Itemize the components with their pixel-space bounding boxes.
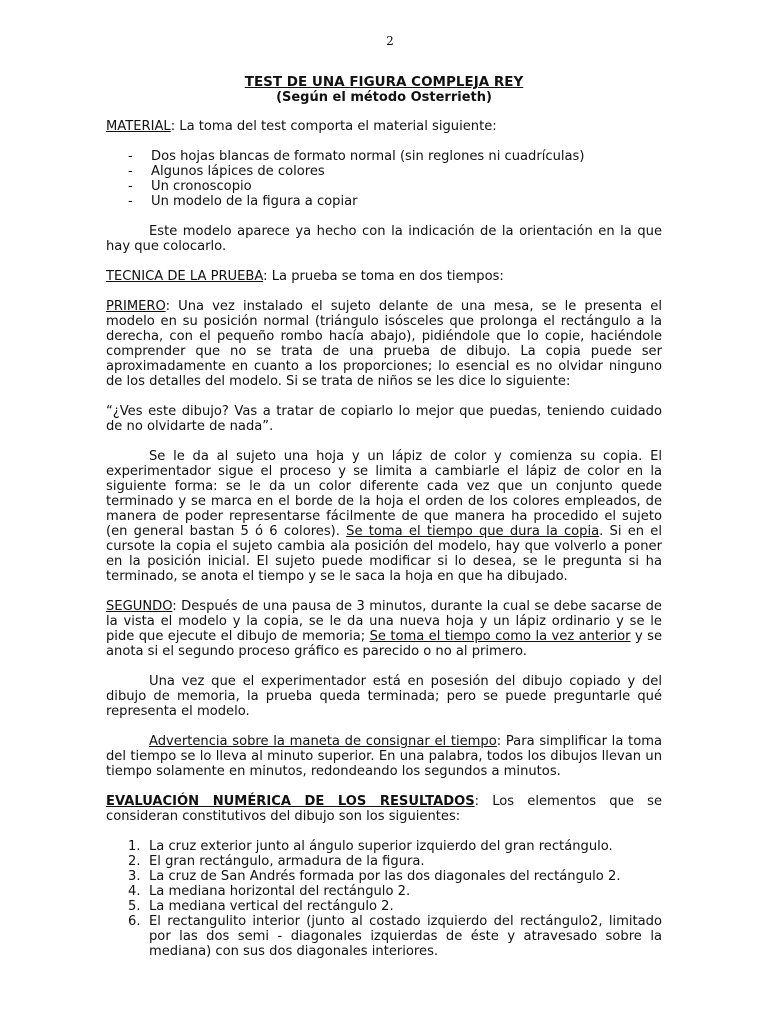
page-number: 2 [386, 34, 394, 48]
tecnica-heading: TECNICA DE LA PRUEBA [106, 269, 264, 284]
list-item: - Un modelo de la figura a copiar [128, 194, 358, 209]
elementos-list [106, 839, 662, 959]
document-title: TEST DE UNA FIGURA COMPLEJA REY [244, 74, 524, 90]
material-text: : La toma del test comporta el material siguiente: [170, 119, 497, 134]
material-list [106, 149, 662, 209]
material-heading: MATERIAL [106, 119, 171, 134]
evaluacion-heading: EVALUACIÓN NUMÉRICA DE LOS RESULTADOS [106, 794, 475, 809]
list-item: 5. La mediana vertical del rectángulo 2. [128, 899, 394, 914]
underlined-phrase: Se toma el tiempo que dura la copia [346, 524, 600, 539]
quote-paragraph: “¿Ves este dibujo? Vas a tratar de copiarlo lo mejor que puedas, teniendo cuidado de no olvidarte de nada”. [106, 404, 662, 434]
list-item: 6. El rectangulito interior (junto al costado izquierdo del rectángulo2, limitado por las dos semi - diagonales izquierdas de éste y atravesado sobre la mediana) con sus dos diagonales interiores. [128, 914, 662, 959]
evaluacion-paragraph: EVALUACIÓN NUMÉRICA DE LOS RESULTADOS: Los elementos que se consideran constitutivos del dibujo son los siguientes: [106, 794, 663, 824]
list-item: 3. La cruz de San Andrés formada por las dos diagonales del rectángulo 2. [128, 869, 621, 884]
list-item: - Dos hojas blancas de formato normal (sin reglones ni cuadrículas) [128, 149, 585, 164]
list-item: 1. La cruz exterior junto al ángulo superior izquierdo del gran rectángulo. [128, 839, 613, 854]
tecnica-paragraph [106, 269, 662, 284]
dash-bullet: - [128, 179, 133, 194]
tecnica-text: : La prueba se toma en dos tiempos: [263, 269, 504, 284]
segundo-heading: SEGUNDO [106, 599, 173, 614]
modelo-paragraph: Este modelo aparece ya hecho con la indicación de la orientación en la que hay que colocarlo. [106, 224, 662, 254]
dash-bullet: - [128, 149, 133, 164]
primero-heading: PRIMERO [106, 299, 166, 314]
primero-paragraph [106, 299, 662, 389]
document-subtitle: (Según el método Osterrieth) [276, 90, 492, 105]
list-item: - Un cronoscopio [128, 179, 252, 194]
list-item: 2. El gran rectángulo, armadura de la figura. [128, 854, 425, 869]
segundo-paragraph: SEGUNDO: Después de una pausa de 3 minutos, durante la cual se debe sacarse de la vista el modelo y la copia, se le da una nueva hoja y un lápiz ordinario y se le pide que ejecute el dibujo de memoria; Se toma el tiempo como la vez anterior y se anota si el segundo proceso gráfico es parecido o no al primero. [106, 599, 663, 659]
dash-bullet: - [128, 164, 133, 179]
document-page [106, 34, 662, 959]
list-item: 4. La mediana horizontal del rectángulo 2. [128, 884, 411, 899]
primero-text: : Una vez instalado el sujeto delante de una mesa, se le presenta el modelo en su posición normal (triángulo isósceles que prolonga el rectángulo a la derecha, con el pequeño rombo hacía abajo), pidiéndole que lo copie, haciéndole comprender que no se trata de una prueba de dibujo. La copia puede ser aproximadamente en cuanto a los proporciones; lo esencial es no olvidar ninguno de los detalles del modelo. Si se trata de niños se les dice lo siguiente: [106, 299, 662, 389]
advertencia-heading: Advertencia sobre la maneta de consignar el tiempo [149, 734, 497, 749]
material-paragraph [106, 119, 662, 134]
advertencia-paragraph: Advertencia sobre la maneta de consignar el tiempo: Para simplificar la toma del tiempo se lo lleva al minuto superior. En una palabra, todos los dibujos llevan un tiempo solamente en minutos, redondeando los segundos a minutos. [106, 734, 662, 779]
list-item: - Algunos lápices de colores [128, 164, 325, 179]
underlined-phrase: Se toma el tiempo como la vez anterior [369, 629, 631, 644]
dash-bullet: - [128, 194, 133, 209]
posesion-paragraph: Una vez que el experimentador está en posesión del dibujo copiado y del dibujo de memoria, la prueba queda terminada; pero se puede preguntarle qué representa el modelo. [106, 674, 662, 719]
hoja-paragraph: Se le da al sujeto una hoja y un lápiz de color y comienza su copia. El experimentador sigue el proceso y se limita a cambiarle el lápiz de color en la siguiente forma: se le da un color diferente cada vez que un conjunto quede terminado y se marca en el borde de la hoja el orden de los colores empleados, de manera de poder representarse fácilmente de que manera ha procedido el sujeto (en general bastan 5 ó 6 colores). Se toma el tiempo que dura la copia. Si en el cursote la copia el sujeto cambia ala posición del modelo, hay que volverlo a poner en la posición inicial. El sujeto puede modificar si lo desea, se le pregunta si ha terminado, se anota el tiempo y se le saca la hoja en que ha dibujado. [106, 449, 662, 584]
